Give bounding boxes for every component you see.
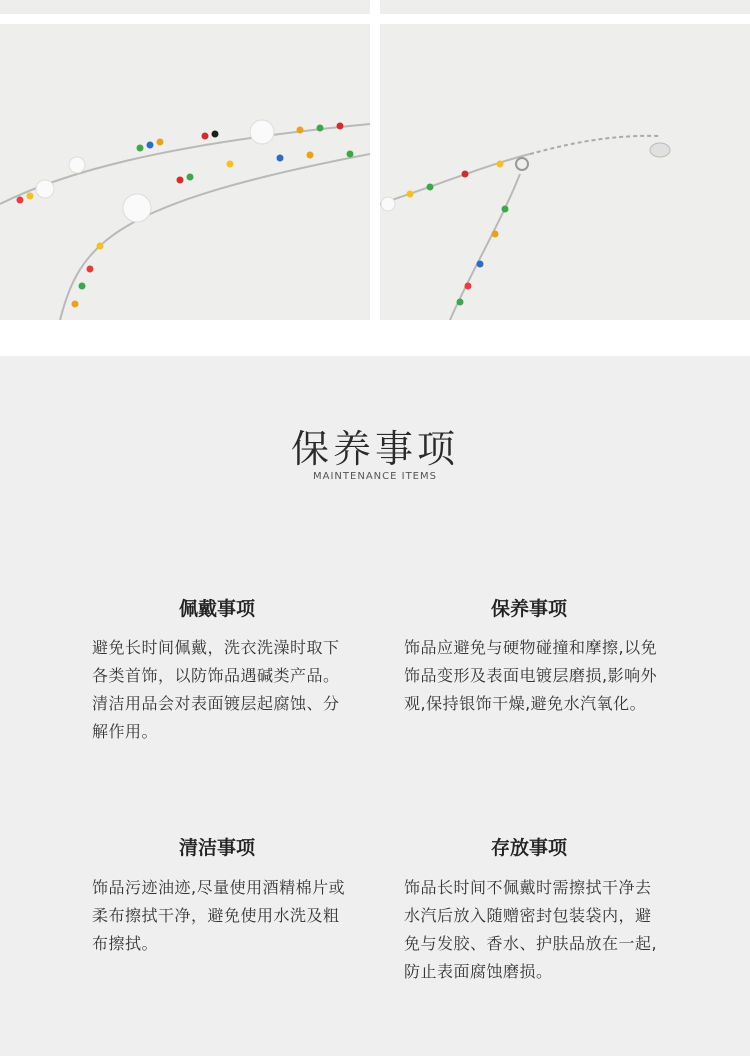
maintenance-section (0, 356, 750, 1056)
wearing-heading: 佩戴事项 (178, 598, 255, 620)
care-text: 饰品应避免与硬物碰撞和摩擦,以免饰品变形及表面电镀层磨损,影响外观,保持银饰干燥,避免水汽氧化。 (404, 638, 658, 713)
section-title: 保养事项 (290, 427, 459, 471)
storage-text: 饰品长时间不佩戴时需擦拭干净去水汽后放入随赠密封包装袋内，避免与发胶、香水、护肤品放在一起,防止表面腐蚀磨损。 (404, 878, 658, 981)
product-photos (0, 0, 750, 356)
wearing-text: 避免长时间佩戴，洗衣洗澡时取下各类首饰，以防饰品遇碱类产品。清洁用品会对表面镀层起腐蚀、分解作用。 (92, 638, 340, 741)
section-subtitle: MAINTENANCE ITEMS (313, 471, 437, 482)
storage-heading: 存放事项 (490, 837, 567, 859)
care-heading: 保养事项 (490, 598, 567, 620)
cleaning-heading: 清洁事项 (178, 837, 255, 859)
necklace-clasp-photo (380, 24, 750, 320)
necklace-illustration-right (380, 24, 750, 320)
top-strip-photo (0, 0, 370, 14)
cleaning-text: 饰品污迹油迹,尽量使用酒精棉片或柔布擦拭干净，避免使用水洗及粗布擦拭。 (92, 878, 346, 953)
necklace-illustration-left (0, 24, 370, 320)
necklace-pearl-photo (0, 24, 370, 320)
top-strip-photo-right (380, 0, 750, 14)
